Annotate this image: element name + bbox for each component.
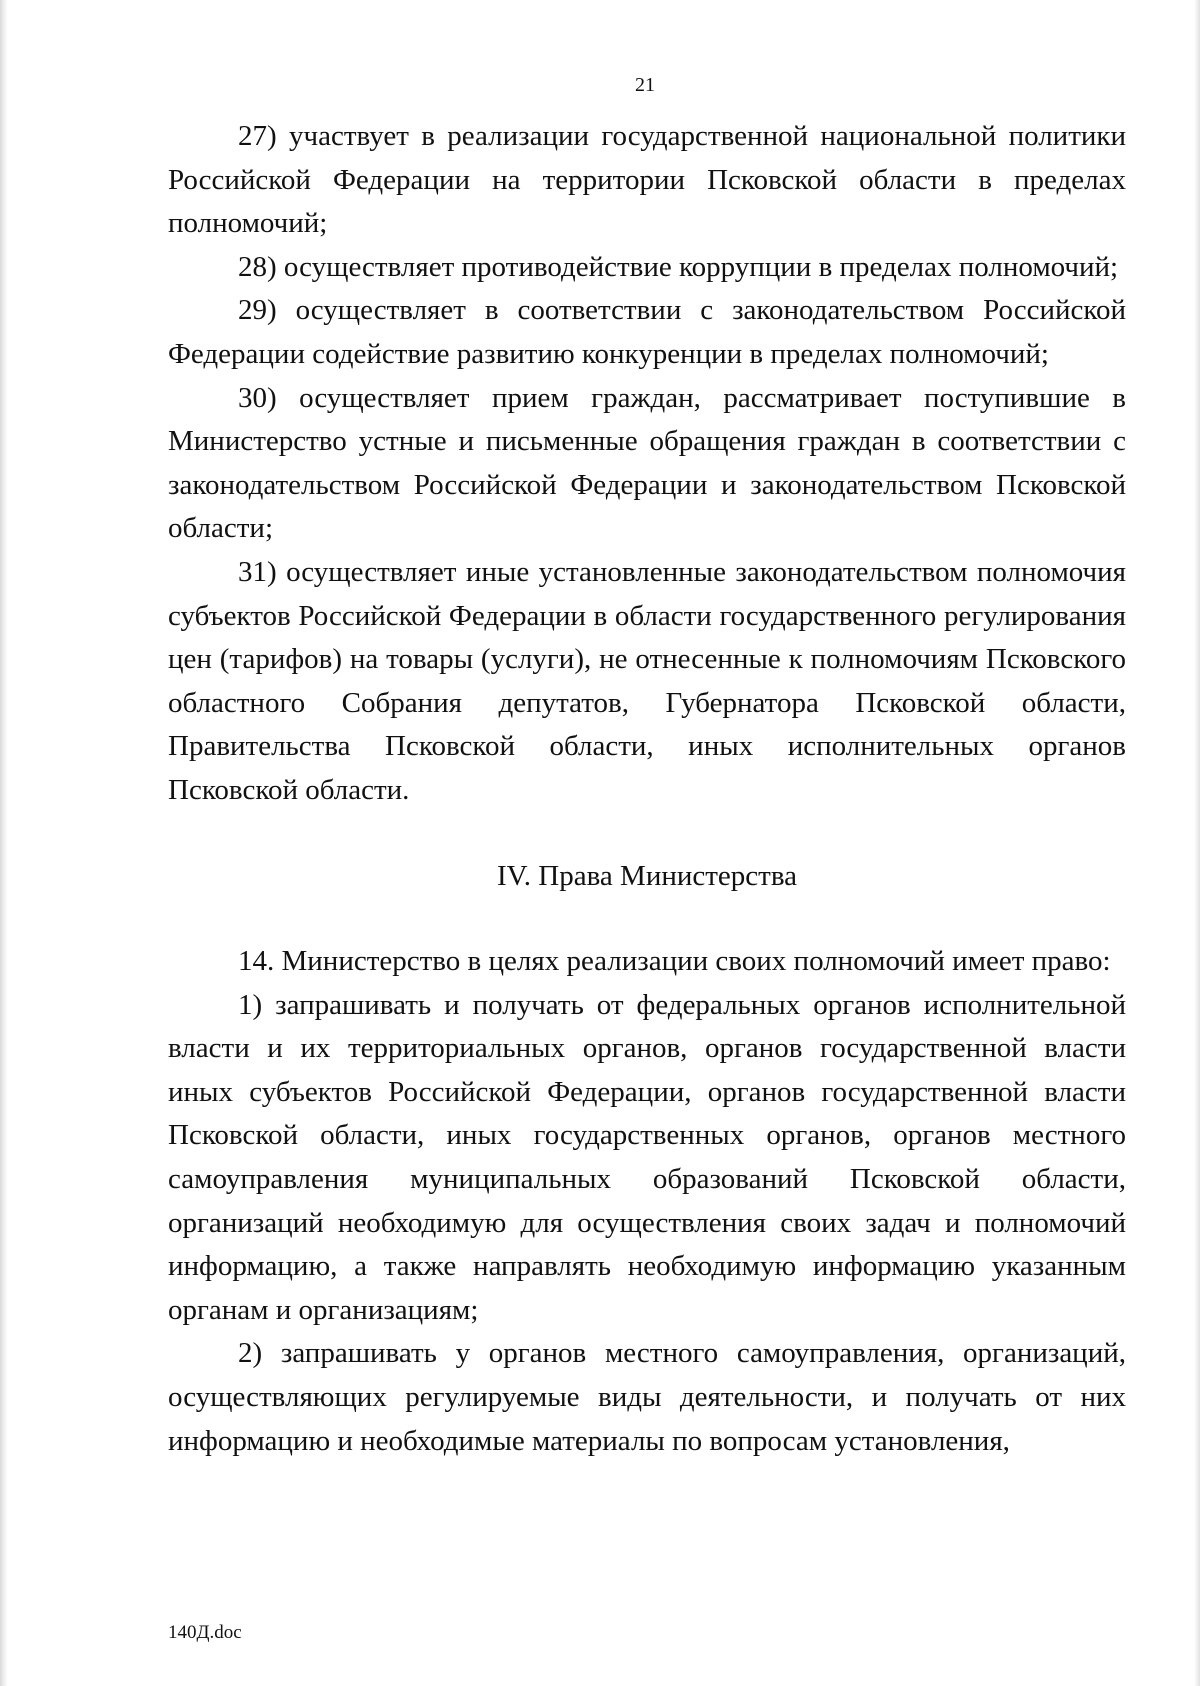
page-number: 21 — [635, 74, 655, 96]
paragraph-item-31: 31) осуществляет иные установленные законодательством полномочия субъектов Российской Федерации в области государственного регулирования цен (тарифов) на товары (услуги), не отнесенные к полномочиям Псковского областного Собрания депутатов, Губернатора Псковской области, Правительства Псковской области, иных исполнительных органов Псковской области. — [168, 555, 1126, 806]
section-heading: IV. Права Министерства — [496, 859, 798, 892]
paragraph-right-2: 2) запрашивать у органов местного самоуправления, организаций, осуществляющих регулируемые виды деятельности, и получать от них информацию и необходимые материалы по вопросам установления, — [168, 1337, 1126, 1457]
paragraph-item-30: 30) осуществляет прием граждан, рассматривает поступившие в Министерство устные и письменные обращения граждан в соответствии с законодательством Российской Федерации и законодательством Псковской области; — [168, 381, 1126, 545]
scan-edge-left — [0, 0, 8, 1686]
footer-filename: 140Д.doc — [168, 1622, 242, 1643]
paragraph-right-1: 1) запрашивать и получать от федеральных органов исполнительной власти и их территориальных органов, органов государственной власти иных субъектов Российской Федерации, органов государственной власти Псковской области, иных государственных органов, органов местного самоуправления муниципальных образований Псковской области, организаций необходимую для осуществления своих задач и полномочий информацию, а также направлять необходимую информацию указанным органам и организациям; — [168, 988, 1126, 1326]
paragraph-clause-14: 14. Министерство в целях реализации своих полномочий имеет право: — [238, 945, 1111, 978]
paragraph-item-28: 28) осуществляет противодействие коррупции в пределах полномочий; — [238, 250, 1119, 283]
paragraph-item-29: 29) осуществляет в соответствии с законодательством Российской Федерации содействие развитию конкуренции в пределах полномочий; — [168, 294, 1126, 370]
document-body — [168, 115, 1126, 1463]
paragraph-item-27: 27) участвует в реализации государственной национальной политики Российской Федерации на территории Псковской области в пределах полномочий; — [168, 120, 1126, 240]
scan-edge-right — [1194, 0, 1200, 1686]
